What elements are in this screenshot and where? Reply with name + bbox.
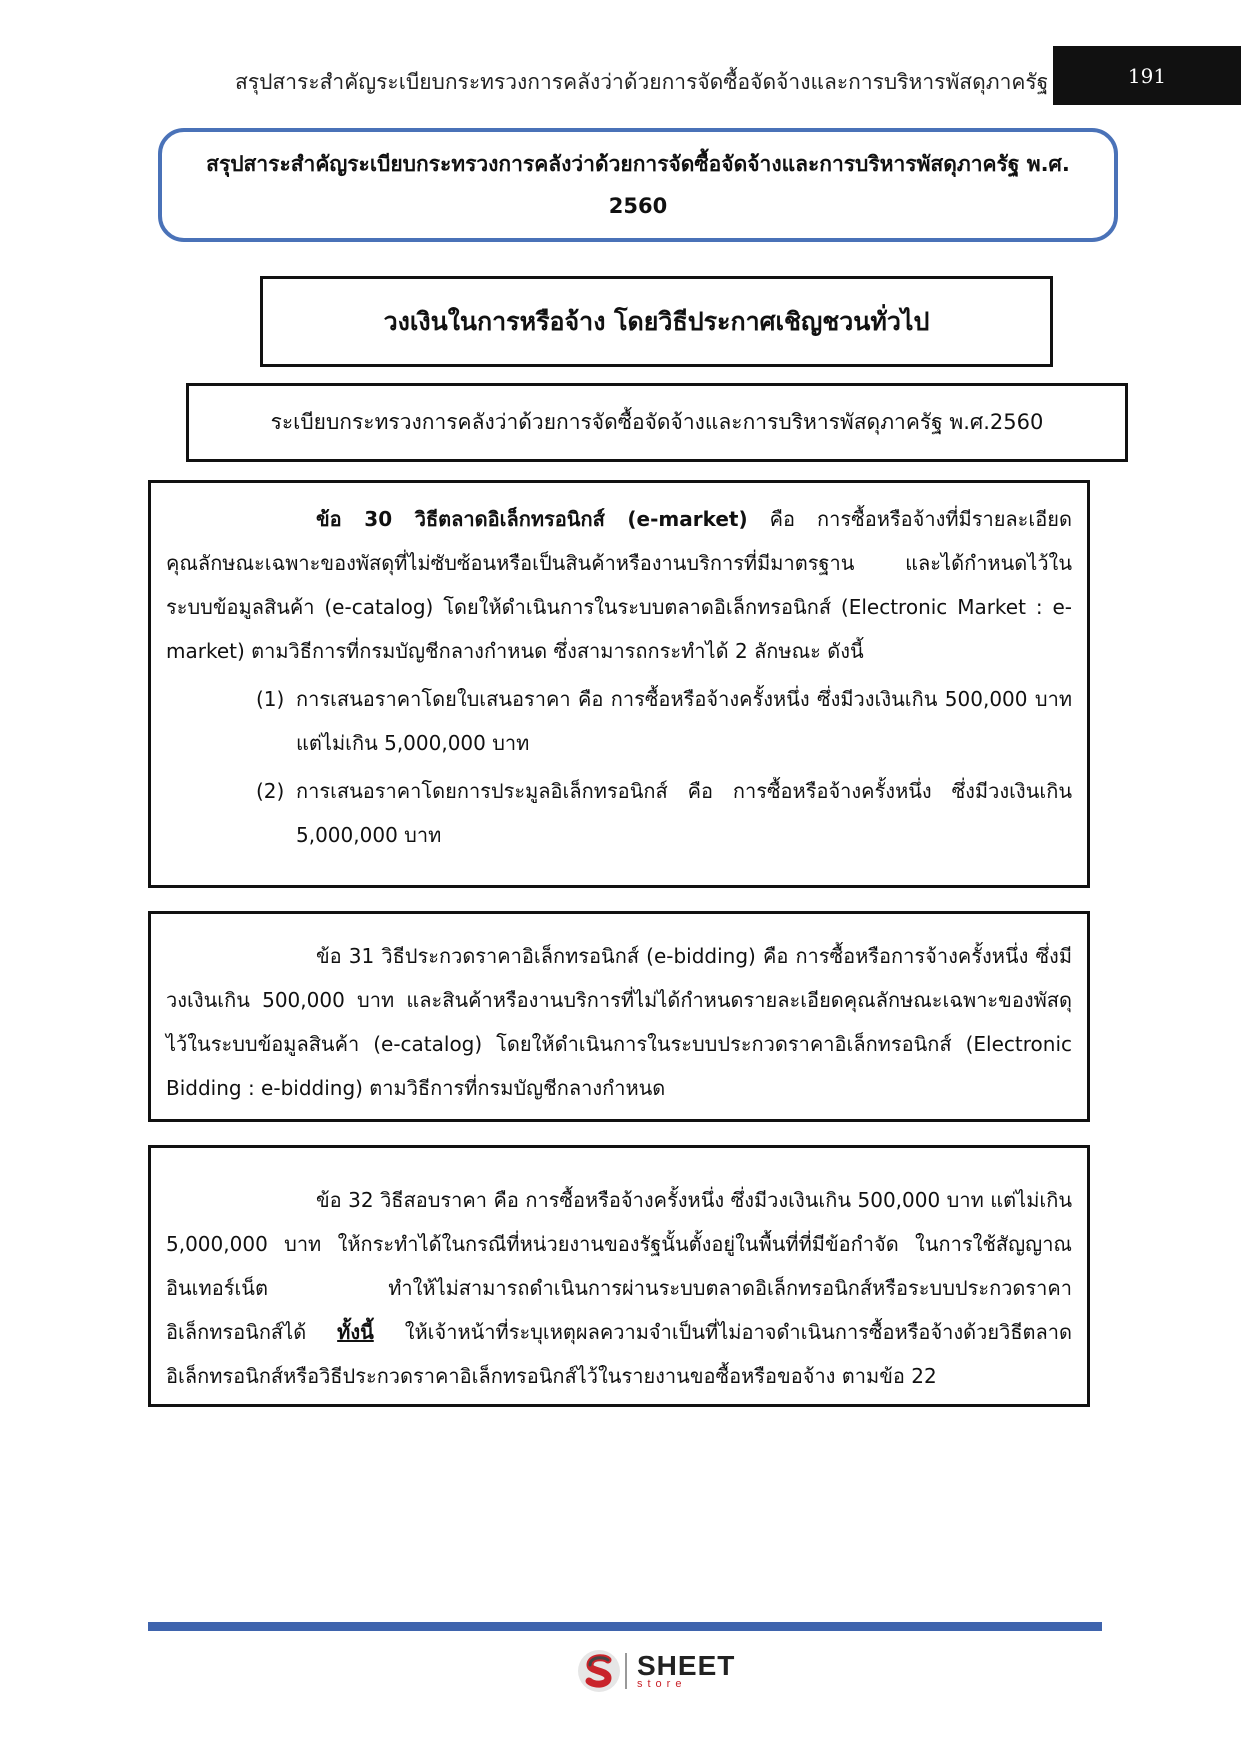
clause-32-body-end: ให้เจ้าหน้าที่ระบุเหตุผลความจำเป็นที่ไม่อาจดำเนินการซื้อหรือจ้างด้วยวิธีตลาดอิเล็กทรอนิกส์หรือวิธีประกวดราคาอิเล็กทรอนิกส์ไว้ในรายงานขอซื้อหรือขอจ้าง ตามข้อ 22: [166, 1320, 1072, 1388]
clause-30-body: คือ การซื้อหรือจ้างที่มีรายละเอียดคุณลักษณะเฉพาะของพัสดุที่ไม่ซับซ้อนหรือเป็นสินค้าหรืองานบริการที่มีมาตรฐาน และได้กำหนดไว้ในระบบข้อมูลสินค้า (e-catalog) โดยให้ดำเนินการในระบบตลาดอิเล็กทรอนิกส์ (Electronic Market : e-market) ตามวิธีการที่กรมบัญชีกลางกำหนด ซึ่งสามารถกระทำได้ 2 ลักษณะ ดังนี้: [166, 507, 1072, 663]
document-title-box: [158, 128, 1118, 242]
page-number: 191: [1053, 46, 1241, 105]
item-number: (1): [256, 687, 285, 711]
clause-30-item: [166, 769, 1072, 857]
document-title-line-2: 2560: [608, 194, 668, 218]
clause-32-paragraph: [166, 1178, 1072, 1398]
clause-30-heading: ข้อ 30 วิธีตลาดอิเล็กทรอนิกส์ (e-market): [316, 507, 748, 531]
subject-heading: วงเงินในการหรือจ้าง โดยวิธีประกาศเชิญชวนทั่วไป: [260, 276, 1053, 367]
item-text: การเสนอราคาโดยใบเสนอราคา คือ การซื้อหรือจ้างครั้งหนึ่ง ซึ่งมีวงเงินเกิน 500,000 บาท แต่ไม่เกิน 5,000,000 บาท: [296, 687, 1072, 755]
clause-30-item: [166, 677, 1072, 765]
clause-31-paragraph: [166, 934, 1072, 1110]
footer-rule: [148, 1622, 1102, 1631]
sheet-logo-icon: [575, 1647, 623, 1695]
clause-30-box: [148, 480, 1090, 888]
clause-30-paragraph: [166, 497, 1072, 673]
clause-32-box: [148, 1145, 1090, 1407]
running-header: สรุปสาระสำคัญระเบียบกระทรวงการคลังว่าด้วยการจัดซื้อจัดจ้างและการบริหารพัสดุภาครัฐ: [235, 70, 1049, 94]
sheet-store-logo: [575, 1646, 745, 1696]
item-text: การเสนอราคาโดยการประมูลอิเล็กทรอนิกส์ คือ การซื้อหรือจ้างครั้งหนึ่ง ซึ่งมีวงเงินเกิน 5,000,000 บาท: [296, 779, 1072, 847]
item-number: (2): [256, 779, 285, 803]
logo-wordmark: SHEET: [637, 1650, 736, 1681]
clause-31-body: ข้อ 31 วิธีประกวดราคาอิเล็กทรอนิกส์ (e-bidding) คือ การซื้อหรือการจ้างครั้งหนึ่ง ซึ่งมีวงเงินเกิน 500,000 บาท และสินค้าหรืองานบริการที่ไม่ได้กำหนดรายละเอียดคุณลักษณะเฉพาะของพัสดุไว้ในระบบข้อมูลสินค้า (e-catalog) โดยให้ดำเนินการในระบบประกวดราคาอิเล็กทรอนิกส์ (Electronic Bidding : e-bidding) ตามวิธีการที่กรมบัญชีกลางกำหนด: [166, 944, 1072, 1100]
logo-subtitle: store: [637, 1678, 687, 1690]
regulation-heading: ระเบียบกระทรวงการคลังว่าด้วยการจัดซื้อจัดจ้างและการบริหารพัสดุภาครัฐ พ.ศ.2560: [186, 383, 1128, 462]
clause-31-box: [148, 911, 1090, 1122]
logo-separator: [625, 1653, 627, 1689]
document-title-line-1: สรุปสาระสำคัญระเบียบกระทรวงการคลังว่าด้วยการจัดซื้อจัดจ้างและการบริหารพัสดุภาครัฐ พ.ศ.: [206, 152, 1070, 176]
clause-32-body-start: ข้อ 32 วิธีสอบราคา คือ การซื้อหรือจ้างครั้งหนึ่ง ซึ่งมีวงเงินเกิน 500,000 บาท แต่ไม่เกิน 5,000,000 บาท ให้กระทำได้ในกรณีที่หน่วยงานของรัฐนั้นตั้งอยู่ในพื้นที่ที่มีข้อกำจัด ในการใช้สัญญาณอินเทอร์เน็ต ทำให้ไม่สามารถดำเนินการผ่านระบบตลาดอิเล็กทรอนิกส์หรือระบบประกวดราคาอิเล็กทรอนิกส์ได้: [166, 1188, 1072, 1344]
clause-32-emphasis: ทั้งนี้: [337, 1320, 374, 1344]
